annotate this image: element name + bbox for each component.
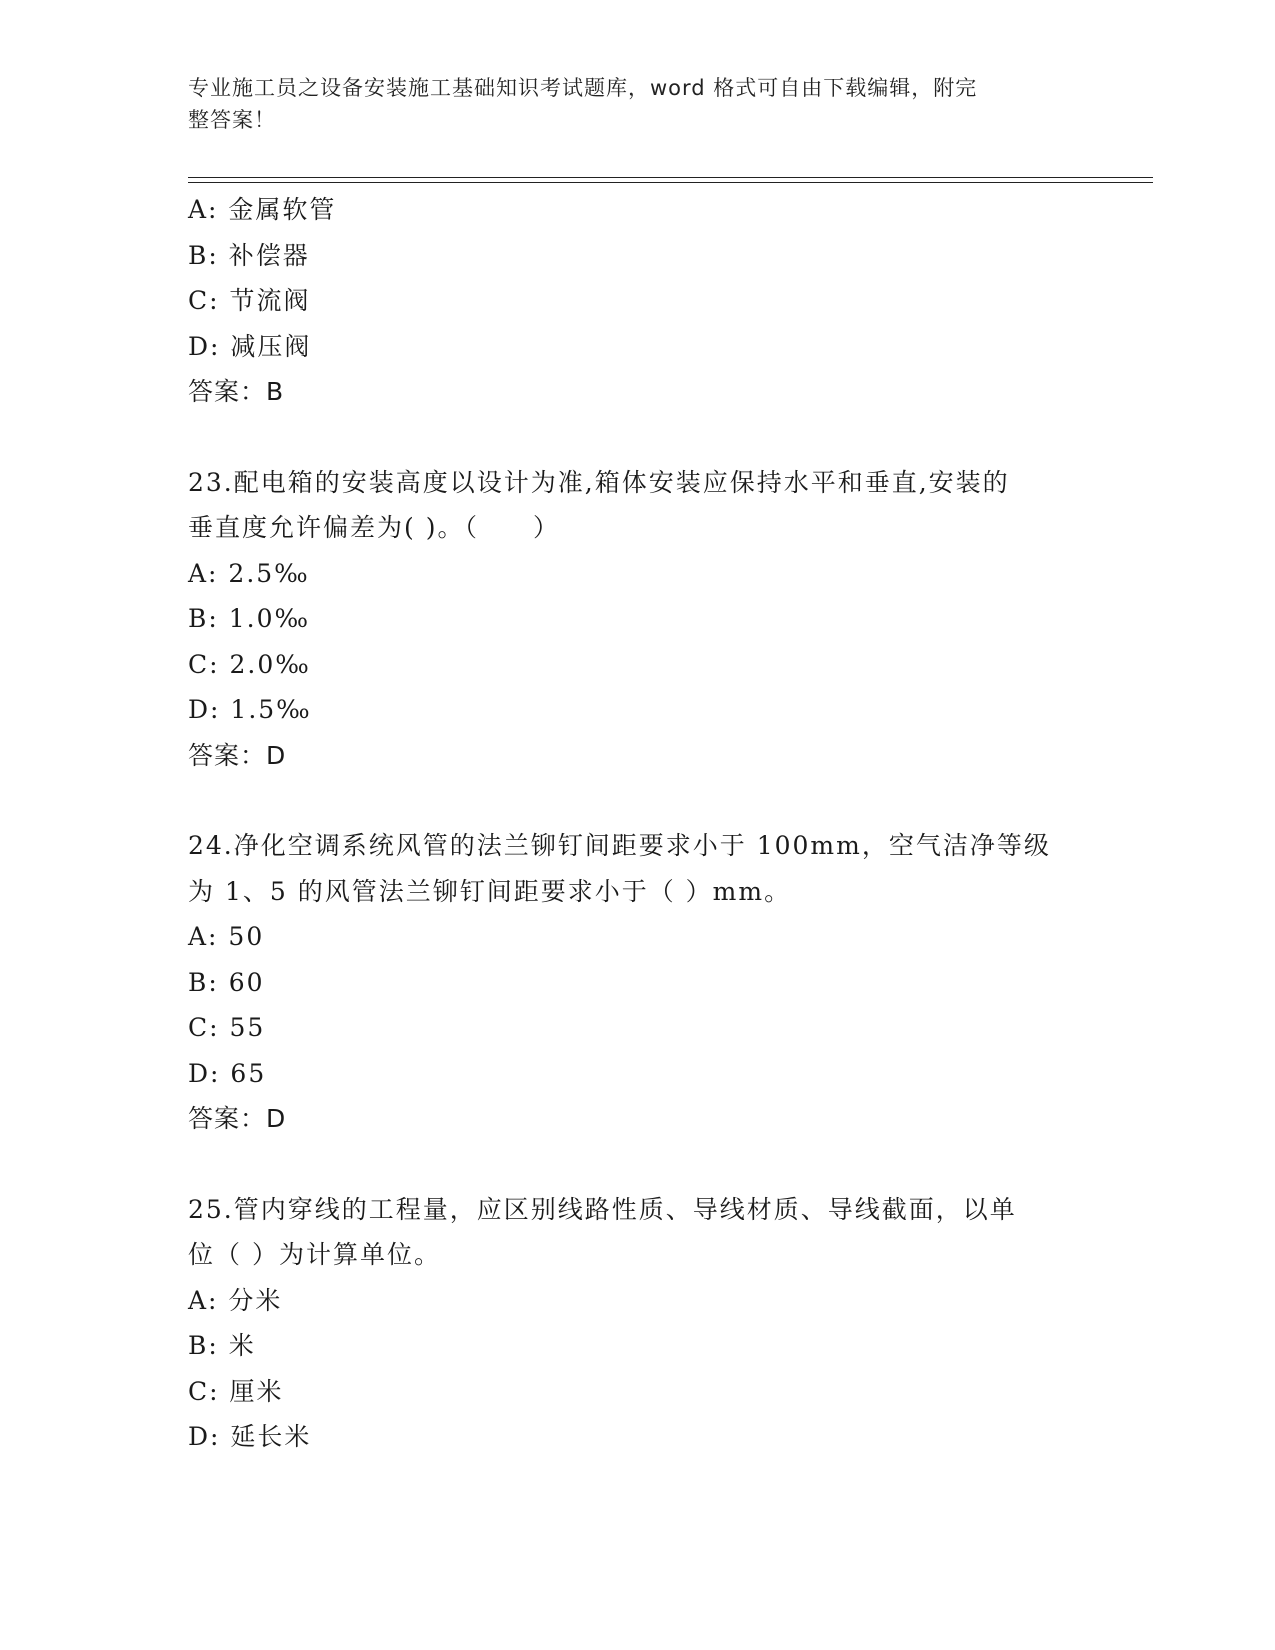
option-d: D: 1.5‰ [188,695,312,724]
header-divider-top [188,177,1153,178]
option-b: B: 补偿器 [188,240,310,270]
option-a: A: 分米 [188,1285,283,1315]
question-list [188,187,1088,1460]
question-text [188,460,1088,551]
header-divider-bottom [188,182,1153,183]
option-a: A: 金属软管 [188,195,337,224]
option-b: B: 60 [188,967,265,997]
question-block-23 [188,460,1088,779]
header-line-2: 整答案！ [188,108,276,132]
document-header [188,72,1068,136]
option-c: C: 厘米 [188,1376,284,1406]
option-c: C: 节流阀 [188,286,311,315]
question-line-1: 24.净化空调系统风管的法兰铆钉间距要求小于 100mm，空气洁净等级 [188,831,1051,860]
question-line-2: 垂直度允许偏差为( )。（ ） [188,513,560,542]
question-line-1: 25.管内穿线的工程量，应区别线路性质、导线材质、导线截面，以单 [188,1194,1017,1224]
option-c: C: 55 [188,1013,266,1042]
question-block-24 [188,823,1088,1142]
option-b: B: 米 [188,1331,256,1360]
question-text [188,1187,1088,1278]
option-a: A: 50 [188,922,265,951]
option-d: D: 65 [188,1058,267,1088]
question-line-2: 为 1、5 的风管法兰铆钉间距要求小于（ ）mm。 [188,876,792,906]
block-spacer [188,415,1088,460]
question-block-22 [188,187,1088,415]
block-spacer [188,778,1088,823]
option-d: D: 延长米 [188,1422,312,1451]
answer-line: 答案：B [188,377,285,406]
question-text [188,823,1088,914]
option-a: A: 2.5‰ [188,558,310,588]
header-line-1: 专业施工员之设备安装施工基础知识考试题库，word 格式可自由下载编辑，附完 [188,76,978,100]
question-block-25 [188,1187,1088,1460]
answer-line: 答案：D [188,1104,287,1133]
option-c: C: 2.0‰ [188,649,311,679]
question-line-1: 23.配电箱的安装高度以设计为准,箱体安装应保持水平和垂直,安装的 [188,467,1010,497]
answer-line: 答案：D [188,740,287,770]
option-b: B: 1.0‰ [188,604,311,633]
block-spacer [188,1142,1088,1187]
question-line-2: 位（ ）为计算单位。 [188,1240,441,1269]
option-d: D: 减压阀 [188,331,312,361]
